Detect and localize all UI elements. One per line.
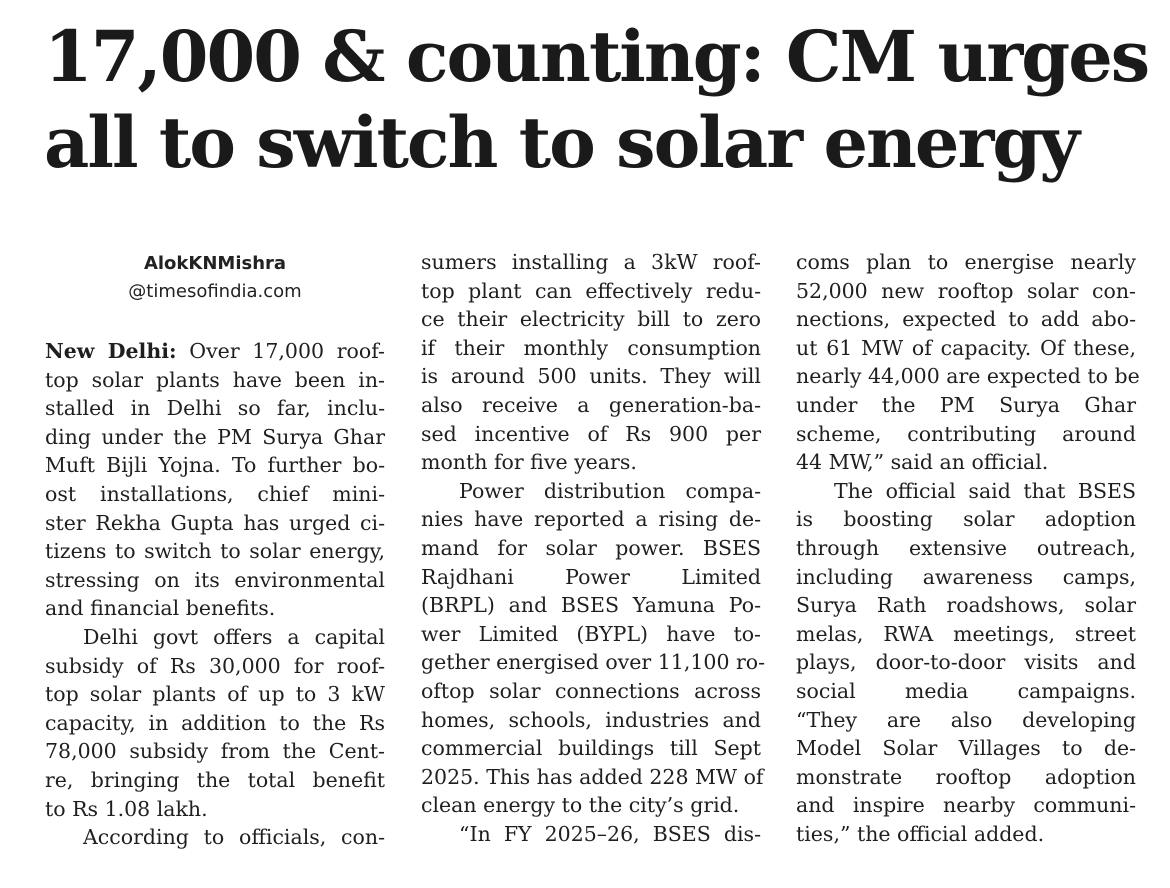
column-line: top solar plants have been in- — [45, 367, 385, 392]
column-line: also receive a generation-ba- — [421, 392, 761, 417]
headline-line-1: 17,000 & counting: CM urges — [44, 15, 1149, 98]
column-line: coms plan to energise nearly — [796, 250, 1136, 274]
column-line: 2025. This has added 228 MW of — [421, 764, 764, 789]
column-line: social media campaigns. — [796, 678, 1136, 703]
headline-line-2: all to switch to solar energy — [44, 101, 1078, 184]
column-line: 44 MW,” said an official. — [796, 450, 1049, 475]
column-line: re, bringing the total benefit — [45, 767, 385, 792]
column-line: ut 61 MW of capacity. Of these, — [796, 335, 1136, 360]
article-column-3 — [796, 248, 1140, 848]
column-line: sumers installing a 3kW roof- — [421, 250, 761, 274]
column-line: sed incentive of Rs 900 per — [421, 421, 761, 446]
column-line: commercial buildings till Sept — [421, 736, 761, 761]
column-line: under the PM Surya Ghar — [796, 392, 1136, 417]
column-line: and financial benefits. — [45, 596, 276, 621]
column-line: nearly 44,000 are expected to be — [796, 364, 1140, 389]
column-line: wer Limited (BYPL) have to- — [421, 621, 761, 646]
byline — [45, 250, 385, 306]
column-line: including awareness camps, — [796, 564, 1136, 589]
column-line: stalled in Delhi so far, inclu- — [45, 396, 385, 421]
column-line: is boosting solar adoption — [796, 507, 1136, 532]
column-line: ost installations, chief mini- — [45, 481, 385, 506]
column-line: if their monthly consumption — [421, 335, 761, 360]
column-line: “In FY 2025–26, BSES dis- — [459, 821, 761, 846]
byline-author: AlokKNMishra — [143, 253, 287, 274]
column-line: nies have reported a rising de- — [421, 507, 761, 532]
column-line: monstrate rooftop adoption — [796, 764, 1136, 789]
column-line: Surya Rath roadshows, solar — [796, 593, 1136, 618]
column-line: gether energised over 11,100 ro- — [421, 650, 766, 675]
column-line: “They are also developing — [796, 707, 1136, 732]
column-line: and inspire nearby communi- — [796, 793, 1136, 818]
column-line: According to officials, con- — [83, 825, 385, 850]
column-line: clean energy to the city’s grid. — [421, 793, 740, 818]
column-line: Model Solar Villages to de- — [796, 736, 1136, 761]
column-line: Rajdhani Power Limited — [421, 564, 761, 589]
column-line: 78,000 subsidy from the Cent- — [45, 739, 385, 764]
column-line: stressing on its environmental — [45, 567, 385, 592]
article-column-2 — [421, 248, 766, 848]
column-line: ties,” the official added. — [796, 821, 1045, 846]
column-line — [45, 337, 385, 366]
column-line: The official said that BSES — [834, 478, 1136, 503]
column-line: mand for solar power. BSES — [421, 535, 761, 560]
column-line: capacity, in addition to the Rs — [45, 710, 385, 735]
column-line: plays, door-to-door visits and — [796, 650, 1136, 675]
column-line: melas, RWA meetings, street — [796, 621, 1136, 646]
column-line: subsidy of Rs 30,000 for roof- — [45, 653, 385, 678]
column-line: 52,000 new rooftop solar con- — [796, 278, 1136, 303]
column-line: tizens to switch to solar energy, — [45, 539, 385, 564]
column-line: is around 500 units. They will — [421, 364, 761, 389]
column-line: homes, schools, industries and — [421, 707, 761, 732]
column-line: Power distribution compa- — [459, 478, 761, 503]
column-line: month for five years. — [421, 450, 637, 475]
column-line: Delhi govt offers a capital — [83, 624, 385, 649]
column-line: ce their electricity bill to zero — [421, 307, 761, 332]
column-line: to Rs 1.08 lakh. — [45, 796, 208, 821]
column-line: nections, expected to add abo- — [796, 307, 1136, 332]
column-line: oftop solar connections across — [421, 678, 761, 703]
column-line: Muft Bijli Yojna. To further bo- — [45, 453, 385, 478]
column-line: ster Rekha Gupta has urged ci- — [45, 510, 385, 535]
column-line: (BRPL) and BSES Yamuna Po- — [421, 593, 761, 618]
headline — [44, 14, 1154, 186]
dateline: New Delhi: — [45, 339, 177, 363]
column-line: top solar plants of up to 3 kW — [45, 682, 385, 707]
article-column-1 — [45, 248, 385, 852]
column-line: ding under the PM Surya Ghar — [45, 424, 385, 449]
column-line: through extensive outreach, — [796, 535, 1136, 560]
column-line: top plant can effectively redu- — [421, 278, 761, 303]
column-line-text: Over 17,000 roof- — [189, 339, 385, 363]
byline-handle: @timesofindia.com — [128, 281, 302, 302]
column-line: scheme, contributing around — [796, 421, 1136, 446]
